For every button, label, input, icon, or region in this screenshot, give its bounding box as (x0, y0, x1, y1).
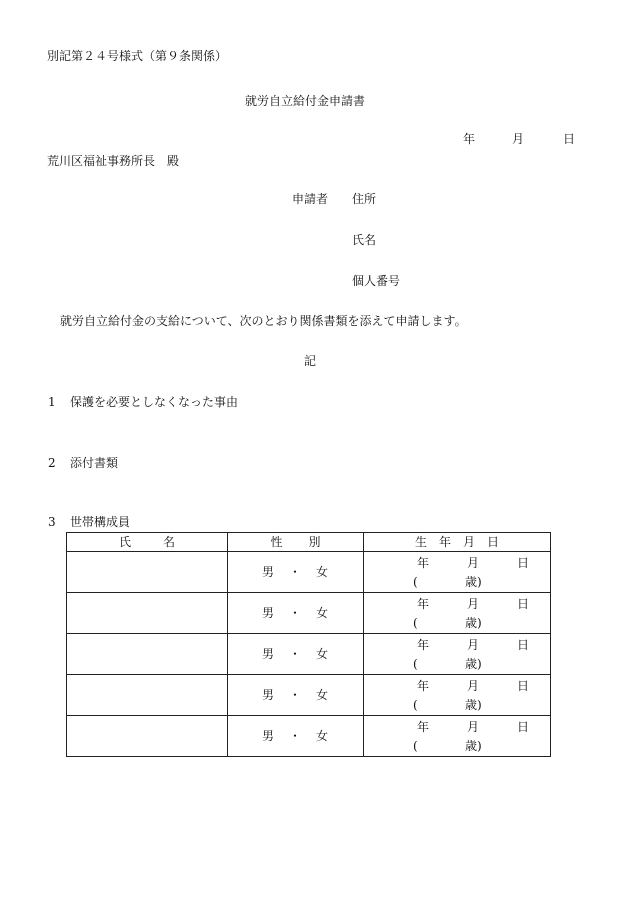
applicant-label: 申請者 (292, 192, 329, 206)
table-header-row (67, 533, 551, 552)
birth-month-label: 月 (467, 720, 480, 734)
age-unit-label: 歳) (465, 657, 482, 671)
header-gender (228, 533, 364, 552)
birthdate-cell[interactable] (364, 716, 551, 757)
birthdate-cell[interactable] (364, 675, 551, 716)
birth-day-label: 日 (517, 556, 530, 570)
age-unit-label: 歳) (465, 575, 482, 589)
header-gender-char-1: 性 (270, 535, 283, 549)
gender-separator: ・ (288, 606, 302, 620)
header-birthdate-char-4: 日 (487, 535, 500, 549)
member-name-cell[interactable] (67, 675, 228, 716)
gender-male-option[interactable]: 男 (261, 688, 275, 702)
birth-day-label: 日 (517, 597, 530, 611)
birth-year-label: 年 (417, 720, 430, 734)
gender-separator: ・ (288, 565, 302, 579)
gender-female-option[interactable]: 女 (316, 729, 330, 743)
gender-male-option[interactable]: 男 (261, 565, 275, 579)
address-label: 住所 (352, 192, 377, 206)
birth-year-label: 年 (417, 638, 430, 652)
birth-month-label: 月 (467, 679, 480, 693)
birth-month-label: 月 (467, 556, 480, 570)
birth-year-label: 年 (417, 556, 430, 570)
header-name (67, 533, 228, 552)
gender-cell[interactable] (228, 716, 364, 757)
gender-male-option[interactable]: 男 (261, 647, 275, 661)
name-label: 氏名 (352, 233, 377, 247)
birth-day-label: 日 (517, 638, 530, 652)
table-row (67, 634, 551, 675)
age-unit-label: 歳) (465, 698, 482, 712)
section-3-number: 3 (48, 515, 56, 529)
household-members-table (66, 532, 551, 757)
section-1-label: 保護を必要としなくなった事由 (70, 395, 239, 409)
age-open-paren: ( (413, 657, 418, 671)
gender-separator: ・ (288, 647, 302, 661)
birthdate-cell[interactable] (364, 593, 551, 634)
page-title: 就労自立給付金申請書 (245, 94, 366, 108)
member-name-cell[interactable] (67, 552, 228, 593)
header-name-char-2: 名 (163, 535, 176, 549)
member-name-cell[interactable] (67, 593, 228, 634)
age-open-paren: ( (413, 739, 418, 753)
section-2-label: 添付書類 (70, 456, 119, 470)
gender-cell[interactable] (228, 634, 364, 675)
table-row (67, 552, 551, 593)
gender-male-option[interactable]: 男 (261, 729, 275, 743)
member-name-cell[interactable] (67, 634, 228, 675)
gender-separator: ・ (288, 729, 302, 743)
age-unit-label: 歳) (465, 739, 482, 753)
id-number-label: 個人番号 (352, 274, 401, 288)
header-birthdate-char-3: 月 (463, 535, 476, 549)
birthdate-cell[interactable] (364, 634, 551, 675)
body-text: 就労自立給付金の支給について、次のとおり関係書類を添えて申請します。 (60, 314, 467, 328)
section-2-number: 2 (48, 456, 56, 470)
gender-female-option[interactable]: 女 (316, 606, 330, 620)
birth-month-label: 月 (467, 597, 480, 611)
age-unit-label: 歳) (465, 616, 482, 630)
table-row (67, 716, 551, 757)
date-month-label: 月 (512, 132, 525, 146)
header-name-char-1: 氏 (118, 535, 131, 549)
birth-month-label: 月 (467, 638, 480, 652)
birth-year-label: 年 (417, 679, 430, 693)
header-gender-char-2: 別 (308, 535, 321, 549)
section-3-label: 世帯構成員 (70, 515, 131, 529)
form-id: 別記第２４号様式（第９条関係） (47, 49, 228, 63)
member-name-cell[interactable] (67, 716, 228, 757)
gender-female-option[interactable]: 女 (316, 647, 330, 661)
age-open-paren: ( (413, 575, 418, 589)
gender-cell[interactable] (228, 552, 364, 593)
table-row (67, 593, 551, 634)
date-day-label: 日 (563, 132, 576, 146)
ki-heading: 記 (304, 354, 317, 368)
header-birthdate-char-2: 年 (438, 535, 451, 549)
age-open-paren: ( (413, 616, 418, 630)
gender-separator: ・ (288, 688, 302, 702)
birth-year-label: 年 (417, 597, 430, 611)
section-1-number: 1 (48, 395, 56, 409)
table-row (67, 675, 551, 716)
addressee: 荒川区福祉事務所長 殿 (47, 154, 180, 168)
gender-male-option[interactable]: 男 (261, 606, 275, 620)
gender-cell[interactable] (228, 593, 364, 634)
gender-female-option[interactable]: 女 (316, 565, 330, 579)
gender-cell[interactable] (228, 675, 364, 716)
age-open-paren: ( (413, 698, 418, 712)
header-birthdate-char-1: 生 (414, 535, 427, 549)
birth-day-label: 日 (517, 720, 530, 734)
header-birthdate (364, 533, 551, 552)
date-year-label: 年 (463, 132, 476, 146)
birth-day-label: 日 (517, 679, 530, 693)
birthdate-cell[interactable] (364, 552, 551, 593)
gender-female-option[interactable]: 女 (316, 688, 330, 702)
